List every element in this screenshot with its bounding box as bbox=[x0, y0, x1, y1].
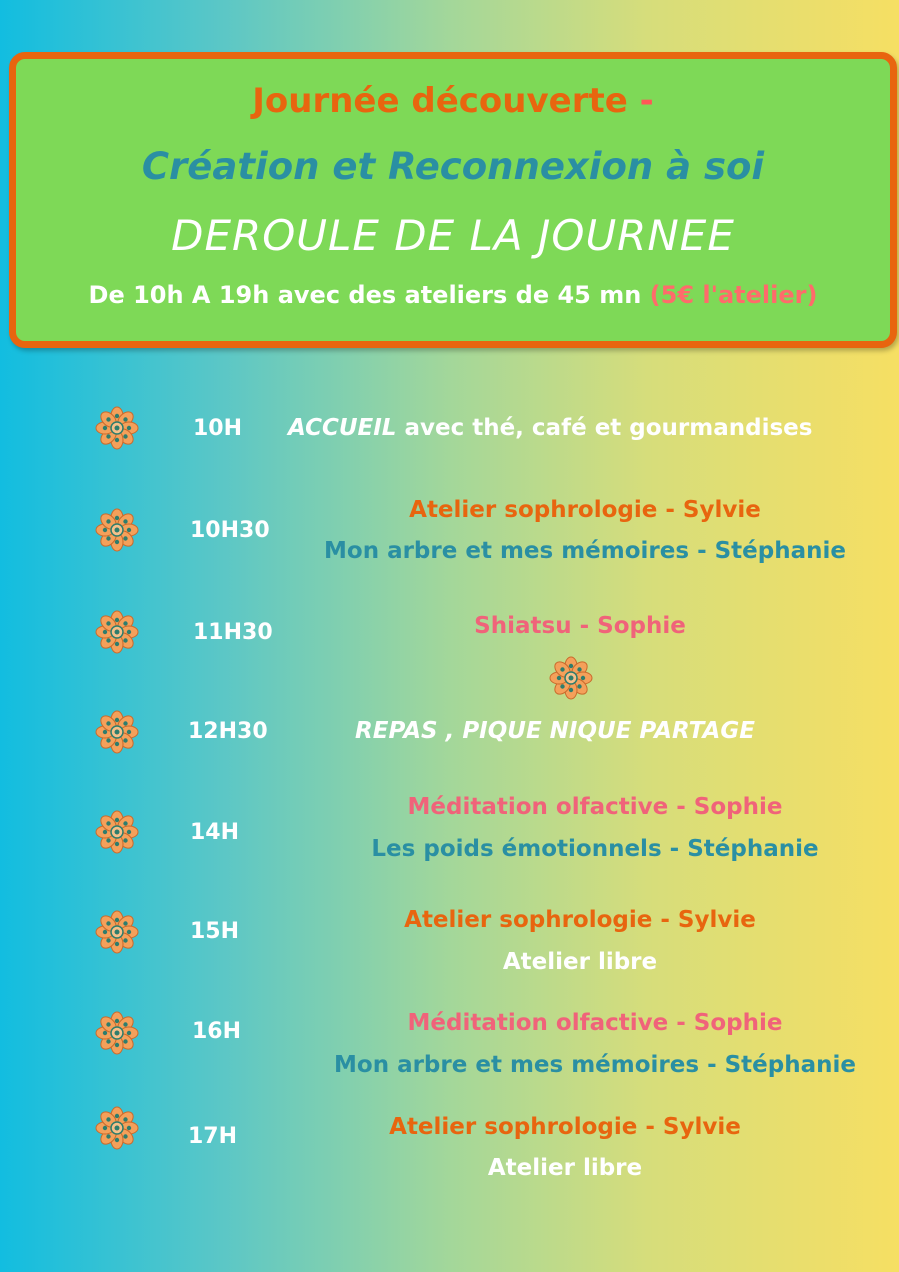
activity-accueil bbox=[288, 415, 812, 441]
price-text: (5€ l'atelier) bbox=[649, 281, 818, 309]
activity-sophrologie: Atelier sophrologie - Sylvie bbox=[409, 497, 761, 523]
activity-sophrologie: Atelier sophrologie - Sylvie bbox=[404, 907, 756, 933]
activity-atelier-libre: Atelier libre bbox=[502, 949, 658, 975]
schedule-heading: DEROULE DE LA JOURNEE bbox=[171, 211, 735, 260]
accueil-label: ACCUEIL bbox=[288, 415, 397, 441]
title-dash: - bbox=[639, 81, 654, 121]
flower-icon bbox=[95, 710, 139, 754]
time-12h30: 12H30 bbox=[188, 719, 268, 744]
time-11h30: 11H30 bbox=[193, 620, 273, 645]
event-title-text: Journée découverte bbox=[252, 81, 628, 121]
flower-icon bbox=[95, 610, 139, 654]
hours-info bbox=[16, 281, 890, 309]
activity-meditation: Méditation olfactive - Sophie bbox=[407, 1010, 783, 1036]
activity-sophrologie: Atelier sophrologie - Sylvie bbox=[389, 1114, 741, 1140]
flower-icon bbox=[95, 1106, 139, 1150]
flower-icon bbox=[95, 1011, 139, 1055]
flower-icon bbox=[95, 508, 139, 552]
event-subtitle: Création et Reconnexion à soi bbox=[141, 145, 765, 188]
activity-repas: REPAS , PIQUE NIQUE PARTAGE bbox=[355, 718, 755, 744]
activity-meditation: Méditation olfactive - Sophie bbox=[407, 794, 783, 820]
flower-icon bbox=[95, 910, 139, 954]
time-10h30: 10H30 bbox=[190, 518, 270, 543]
flower-icon bbox=[95, 406, 139, 450]
accueil-detail: avec thé, café et gourmandises bbox=[396, 415, 813, 441]
activity-arbre-memoires: Mon arbre et mes mémoires - Stéphanie bbox=[324, 538, 846, 564]
time-10h: 10H bbox=[193, 416, 243, 441]
flower-icon bbox=[95, 810, 139, 854]
hours-text: De 10h A 19h avec des ateliers de 45 mn bbox=[88, 281, 642, 309]
time-15h: 15H bbox=[190, 919, 240, 944]
flower-icon bbox=[549, 656, 593, 700]
activity-arbre-memoires: Mon arbre et mes mémoires - Stéphanie bbox=[334, 1052, 856, 1078]
time-16h: 16H bbox=[192, 1019, 242, 1044]
activity-poids-emotionnels: Les poids émotionnels - Stéphanie bbox=[371, 836, 819, 862]
time-17h: 17H bbox=[188, 1124, 238, 1149]
activity-shiatsu: Shiatsu - Sophie bbox=[474, 613, 686, 639]
header-banner bbox=[9, 52, 897, 348]
event-title bbox=[16, 81, 890, 121]
activity-atelier-libre: Atelier libre bbox=[487, 1155, 643, 1181]
time-14h: 14H bbox=[190, 820, 240, 845]
